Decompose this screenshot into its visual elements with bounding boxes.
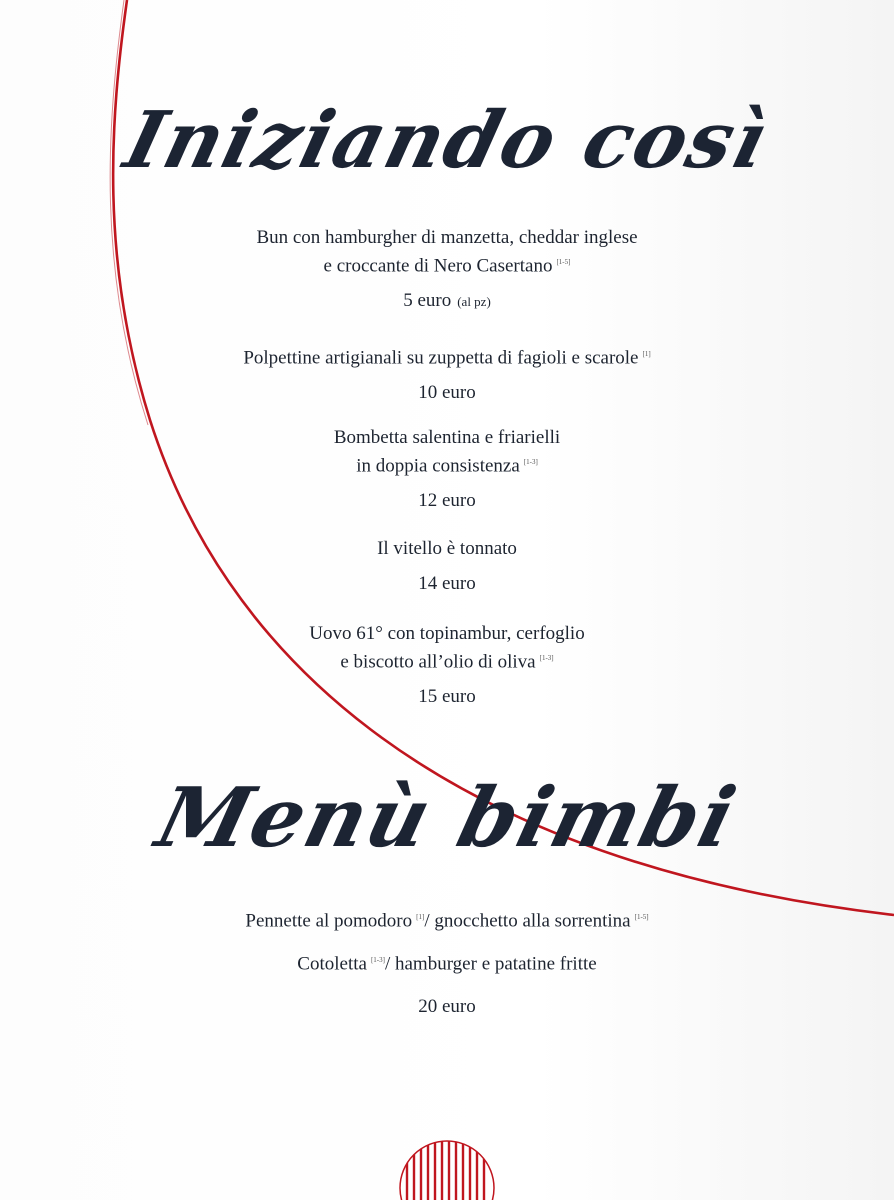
allergen-note: [1] [416,913,425,921]
menu-item-polpettine [0,342,894,405]
allergen-note: [1] [642,350,651,358]
logo-seal-icon [399,1140,495,1200]
kids-menu-row-2 [0,948,894,976]
item-name-line2: e croccante di Nero Casertano [323,255,553,277]
kids-menu-row-1 [0,905,894,933]
item-name-line1: Bun con hamburgher di manzetta, cheddar inglese [256,227,638,248]
item-price: 15 euro [418,686,476,708]
allergen-note: [1-3] [370,956,385,964]
kids-dish-hamburger: / hamburger e patatine fritte [384,953,597,975]
allergen-note: [1-5] [556,258,571,266]
menu-item-bombetta [0,425,894,513]
item-name-line1: Il vitello è tonnato [377,538,517,559]
kids-dish-pennette: Pennette al pomodoro [245,910,413,932]
item-name-line1: Polpettine artigianali su zuppetta di fagioli e scarole [243,347,639,369]
section-title-starters: Iniziando così [116,95,778,186]
price-note: (al pz) [457,294,491,310]
item-price: 5 euro (al pz) [403,290,491,312]
allergen-note: [1-3] [539,654,554,662]
menu-item-vitello [0,536,894,596]
item-price: 12 euro [418,490,476,512]
kids-menu-price: 20 euro [418,996,476,1017]
item-price: 14 euro [418,573,476,594]
allergen-note: [1-5] [634,913,649,921]
item-price: 10 euro [418,382,476,404]
allergen-note: [1-3] [523,458,538,466]
item-name-line1: Bombetta salentina e friarielli [333,427,561,448]
item-name-line2: in doppia consistenza [356,455,520,477]
kids-dish-gnocchetto: / gnocchetto alla sorrentina [424,910,631,932]
item-name-line1: Uovo 61° con topinambur, cerfoglio [309,623,585,644]
kids-dish-cotoletta: Cotoletta [297,953,367,975]
menu-item-bun [0,225,894,314]
item-name-line2: e biscotto all’olio di oliva [340,651,536,673]
menu-item-uovo [0,621,894,709]
section-title-kids-menu: Menù bimbi [147,770,747,866]
